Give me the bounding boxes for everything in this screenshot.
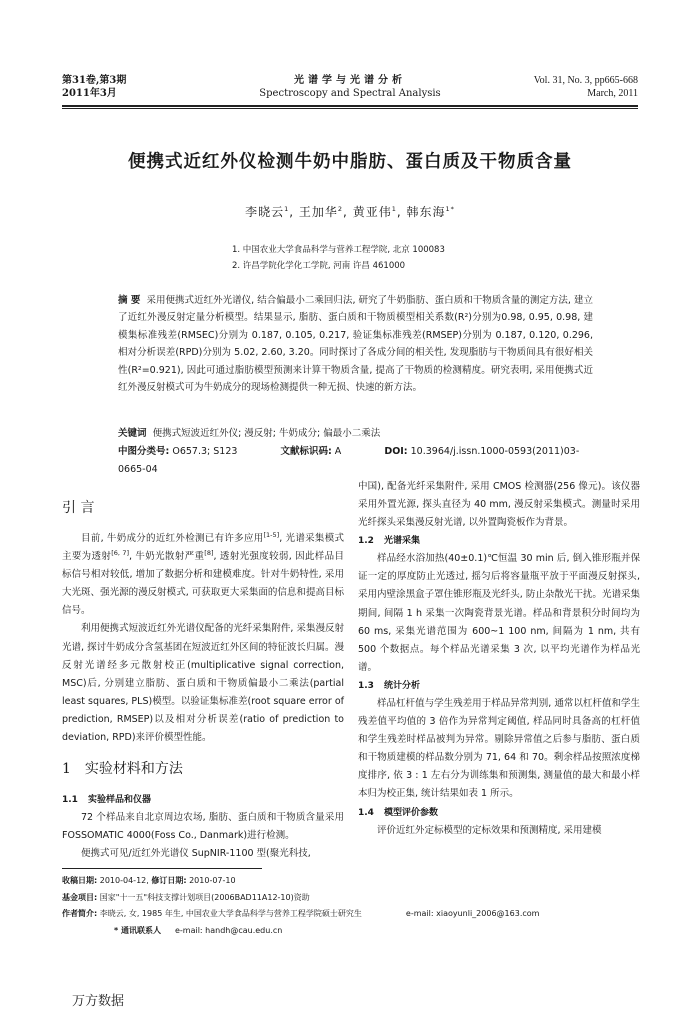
classification-line: [118, 443, 598, 479]
fund-text: 国家"十一五"科技支撑计划项目(2006BAD11A12-10)资助: [99, 892, 310, 902]
header-journal-block: [230, 74, 470, 100]
intro-paragraph: [62, 530, 344, 620]
intro-text: , 光谱采集模式主要为透射: [62, 533, 344, 563]
paper-title: 便携式近红外仪检测牛奶中脂肪、蛋白质及干物质含量: [128, 152, 572, 172]
clc-label: 中图分类号:: [118, 446, 170, 457]
author-affil-mark: 1*: [445, 205, 455, 213]
subsection-title: 实验样品和仪器: [87, 795, 151, 806]
author-name: 王加华: [298, 205, 338, 219]
author-name: 韩东海: [406, 205, 446, 219]
body-paragraph: 样品杠杆值与学生残差用于样品异常判别, 通常以杠杆值和学生残差值平均值的 3 倍作为异常判定阈值, 样品同时具备高的杠杆值和学生残差时样品被判为异常。剔除异常值之后参与脂肪、蛋白质和干物质建模的样品数分别为 71, 64 和 70。剩余样品按照浓度梯度排序, 依 3 : 1 左右分为训练集和预测集, 测量值的最大和最小样本归为校正集, 统计结果如表 1 所示。: [358, 697, 640, 800]
affiliation-line: 1. 中国农业大学食品科学与营养工程学院, 北京 100083: [232, 245, 445, 255]
doc-label: 文献标识码:: [280, 446, 332, 457]
intro-text: , 透射光强度较弱, 因此样品目标信号相对较低, 增加了数据分析和建模难度。针对牛奶特性, 采用大光斑、强光源的漫反射模式, 可获取更大采集面的信息和提高目标信号。: [62, 551, 344, 617]
author-separator: ,: [396, 205, 407, 219]
header-rule-thin: [62, 108, 638, 109]
header-issue-block: [534, 74, 638, 100]
header-volume: 第31卷,第3期: [62, 75, 127, 86]
header-month: March, 2011: [587, 88, 638, 99]
author-bio: 李晓云, 女, 1985 年生, 中国农业大学食品科学与营养工程学院硕士研究生: [99, 909, 362, 918]
footnote-dates: 收稿日期: 2010-04-12, 修订日期: 2010-07-10: [62, 876, 236, 885]
header-vol-info: Vol. 31, No. 3, pp665-668: [533, 75, 638, 86]
author-name: 李晓云: [245, 205, 285, 219]
received-label: 收稿日期:: [62, 876, 98, 885]
affiliations: [232, 242, 445, 274]
author-name: 黄亚伟: [352, 205, 392, 219]
affiliation-line: 2. 许昌学院化学化工学院, 河南 许昌 461000: [232, 261, 406, 271]
footnotes: [62, 873, 642, 939]
body-paragraph: 中国), 配备光纤采集附件, 采用 CMOS 检测器(256 像元)。该仪器采用外置光源, 探头直径为 40 mm, 漫反射采集模式。测量时采用光纤探头采集漫反射光谱, 以外置陶瓷板作为背景。: [358, 481, 640, 529]
revised-date: 2010-07-10: [189, 876, 236, 885]
abstract-text: 采用便携式近红外光谱仪, 结合偏最小二乘回归法, 研究了牛奶脂肪、蛋白质和干物质含量的测定方法, 建立了近红外漫反射定量分析模型。结果显示, 脂肪、蛋白质和干物质模型相关系数(R²)分别为0.98, 0.95, 0.98, 建模集标准残差(RMSEC)分别为 0.187, 0.105, 0.217, 验证集标准残差(RMSEP)分别为 0.187, 0.120, 0.296, 相对分析误差(RPD)分别为 5.02, 2.60, 3.20。同时探讨了各成分间的相关性, 发现脂肪与干物质间具有很好相关性(R²=0.921), 因此可通过脂肪模型预测来计算干物质含量, 提高了干物质的检测精度。研究表明, 采用便携式近红外漫反射模式可为牛奶成分的现场检测提供一种无损、快速的新方法。: [118, 295, 594, 394]
keywords-text: 便携式短波近红外仪; 漫反射; 牛奶成分; 偏最小二乘法: [152, 428, 381, 439]
author-separator: ,: [343, 205, 353, 219]
left-column: [62, 478, 344, 863]
intro-text: 目前, 牛奶成分的近红外检测已有许多应用: [81, 533, 264, 544]
body-paragraph: 样品经水浴加热(40±0.1)℃恒温 30 min 后, 倒入锥形瓶并保证一定的厚度防止光透过, 摇匀后将容量瓶平放于平面漫反射探头, 采用内壁涂黑盒子罩住锥形瓶及光纤头, 防止杂散光干扰。光谱采集期间, 间隔 1 h 采集一次陶瓷背景光谱。样品和背景积分时间均为 60 ms, 采集光谱范围为 600~1 100 nm, 间隔为 1 nm, 共有 500 个数据点。每个样品光谱采集 3 次, 以平均光谱作为样品光谱。: [358, 553, 640, 673]
keywords-line: [118, 425, 598, 443]
subsection-heading: [358, 532, 640, 550]
clc-value: O657.3; S123: [172, 446, 238, 457]
doc-value: A: [334, 446, 342, 457]
body-paragraph: 72 个样品来自北京周边农场, 脂肪、蛋白质和干物质含量采用 FOSSOMATIC 4000(Foss Co., Danmark)进行检测。: [62, 812, 344, 842]
header-volume-block: [62, 74, 126, 100]
author-affil-mark: 1: [391, 205, 397, 213]
intro-paragraph: 利用便携式短波近红外光谱仪配备的光纤采集附件, 采集漫反射光谱, 探讨牛奶成分含氢基团在短波近红外区间的特征波长归属。漫反射光谱经多元散射校正(multiplicative signal correction, MSC)后, 分别建立脂肪、蛋白质和干物质偏最小二乘法(partial least squares, PLS)模型。以验证集标准差(root square error of prediction, RMSEP)以及相对分析误差(ratio of prediction to deviation, RPD)来评价模型性能。: [62, 623, 344, 744]
watermark: 万方数据: [72, 994, 125, 1009]
doi-label: DOI:: [384, 446, 408, 457]
subsection-title: 模型评价参数: [383, 807, 438, 818]
revised-label: 修订日期:: [151, 876, 187, 885]
author-list: [62, 203, 638, 220]
intro-text: , 牛奶光散射严重: [129, 551, 205, 563]
footnote-author: [62, 906, 642, 923]
citation: [1-5]: [263, 530, 280, 539]
body-paragraph: 评价近红外定标模型的定标效果和预测精度, 采用建模: [377, 824, 602, 836]
footnote-fund: [62, 890, 642, 907]
section-heading-intro: 引 言: [62, 500, 95, 516]
abstract-label: 摘 要: [118, 295, 141, 306]
author-affil-mark: 2: [337, 205, 344, 213]
doi-value: 10.3964/j.issn.1000-0593(2011)03-0665-04: [118, 446, 580, 475]
subsection-number: 1.3: [358, 680, 374, 691]
subsection-title: 光谱采集: [383, 536, 420, 547]
fund-label: 基金项目:: [62, 892, 98, 902]
subsection-number: 1.4: [358, 807, 374, 818]
section-title: 实验材料和方法: [84, 761, 183, 778]
author-affil-mark: 1: [284, 205, 290, 213]
header-rule: [62, 105, 638, 107]
corresponding-label: * 通讯联系人: [114, 925, 161, 935]
subsection-title: 统计分析: [383, 680, 420, 691]
right-column: [358, 478, 640, 840]
corresponding-email: e-mail: handh@cau.edu.cn: [174, 925, 283, 935]
section-number: 1: [62, 761, 71, 778]
subsection-number: 1.2: [358, 536, 374, 547]
citation: [8]: [204, 548, 214, 557]
keywords-label: 关键词: [118, 428, 147, 439]
author-bio-label: 作者简介:: [62, 909, 98, 918]
abstract: [118, 292, 593, 396]
subsection-number: 1.1: [62, 795, 78, 806]
footnote-corresponding: [62, 923, 642, 940]
journal-title-zh: 光谱学与光谱分析: [294, 75, 406, 86]
header-date: 2011年3月: [62, 88, 117, 99]
footnote-rule: [62, 868, 262, 869]
author-separator: ,: [289, 205, 299, 219]
subsection-heading: [62, 791, 344, 809]
keywords-block: [118, 425, 598, 479]
received-date: 2010-04-12: [99, 876, 147, 885]
section-heading-methods: [62, 759, 344, 779]
author-email: e-mail: xiaoyunli_2006@163.com: [405, 909, 540, 918]
citation: [6, 7]: [111, 548, 130, 557]
subsection-heading: [358, 804, 640, 822]
journal-title-en: Spectroscopy and Spectral Analysis: [259, 88, 441, 99]
subsection-heading: [358, 677, 640, 695]
body-paragraph: 便携式可见/近红外光谱仪 SupNIR-1100 型(聚光科技,: [81, 848, 311, 860]
